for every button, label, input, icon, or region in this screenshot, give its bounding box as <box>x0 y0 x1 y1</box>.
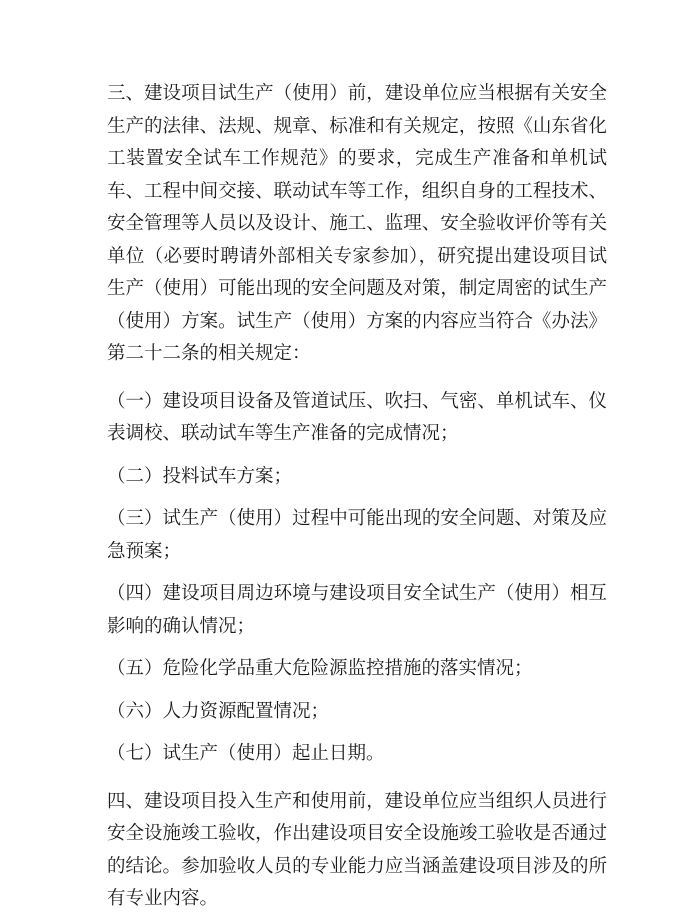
section-three-paragraph: 三、建设项目试生产（使用）前，建设单位应当根据有关安全生产的法律、法规、规章、标准和有关规定，按照《山东省化工装置安全试车工作规范》的要求，完成生产准备和单机试车、工程中间交接、联动试车等工作，组织自身的工程技术、安全管理等人员以及设计、施工、监理、安全验收评价等有关单位（必要时聘请外部相关专家参加），研究提出建设项目试生产（使用）可能出现的安全问题及对策，制定周密的试生产（使用）方案。试生产（使用）方案的内容应当符合《办法》第二十二条的相关规定： <box>107 83 607 364</box>
list-item-4: （四）建设项目周边环境与建设项目安全试生产（使用）相互影响的确认情况； <box>107 583 607 637</box>
list-item-6: （六）人力资源配置情况； <box>107 700 330 722</box>
list-item-3: （三）试生产（使用）过程中可能出现的安全问题、对策及应急预案； <box>107 508 607 562</box>
list-item-7: （七）试生产（使用）起止日期。 <box>107 743 385 764</box>
list-item-1: （一）建设项目设备及管道试压、吹扫、气密、单机试车、仪表调校、联动试车等生产准备的完成情况； <box>107 390 607 444</box>
list-item-2: （二）投料试车方案； <box>107 465 293 487</box>
document-page <box>107 78 607 916</box>
list-item-5: （五）危险化学品重大危险源监控措施的落实情况； <box>107 658 533 679</box>
section-four-paragraph: 四、建设项目投入生产和使用前，建设单位应当组织人员进行安全设施竣工验收，作出建设项目安全设施竣工验收是否通过的结论。参加验收人员的专业能力应当涵盖建设项目涉及的所有专业内容。 <box>107 790 607 909</box>
